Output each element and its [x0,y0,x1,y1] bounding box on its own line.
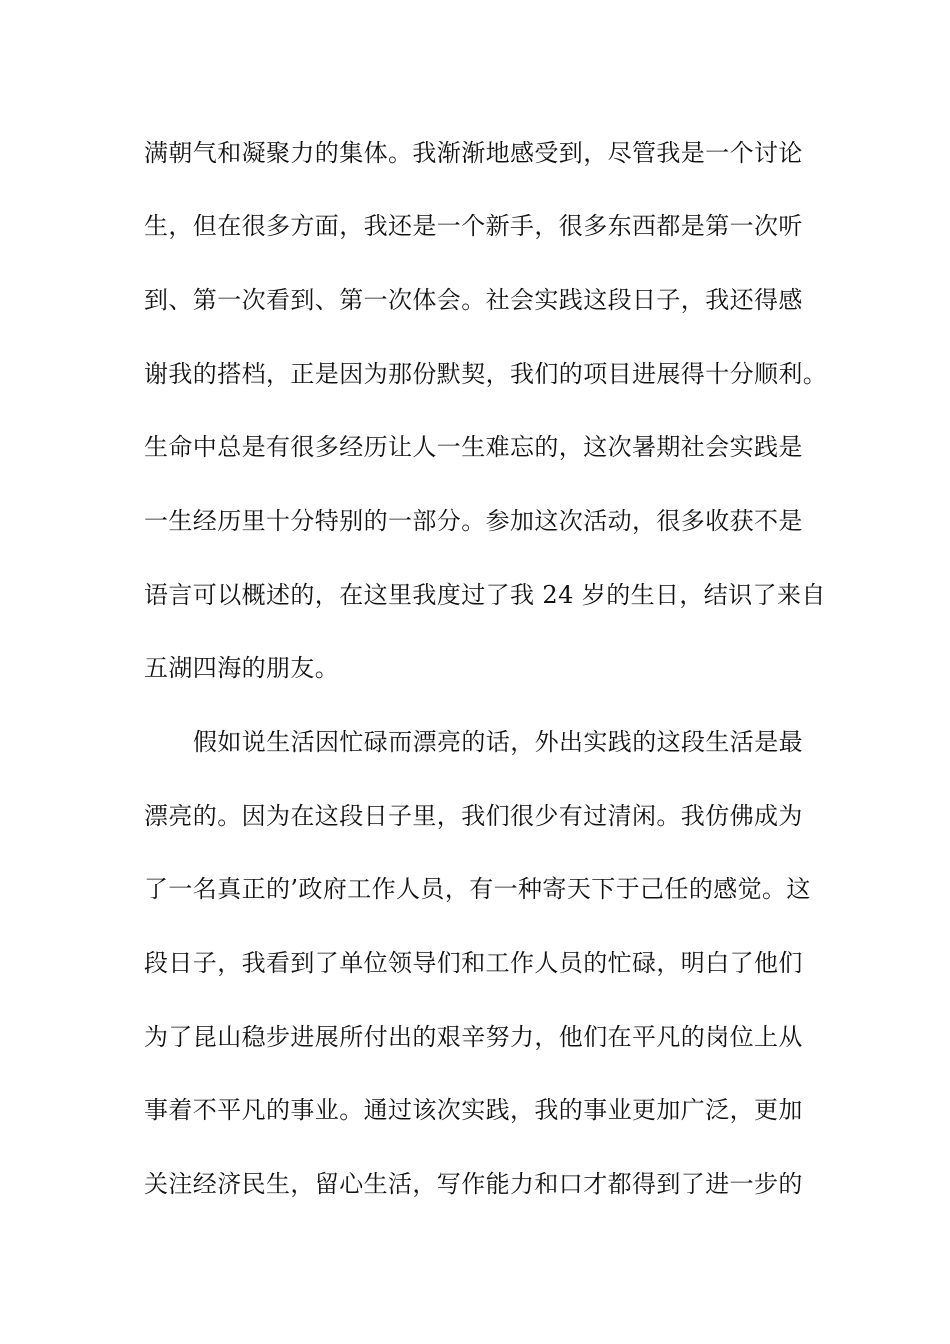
text-line: 了一名真正的’政府工作人员，有一种寄天下于己任的感觉。这 [144,875,811,903]
text-line: 五湖四海的朋友。 [144,654,340,682]
text-line: 关注经济民生，留心生活，写作能力和口才都得到了进一步的 [144,1170,803,1198]
text-line: 到、第一次看到、第一次体会。社会实践这段日子，我还得感 [144,286,803,314]
text-line: 满朝气和凝聚力的集体。我渐渐地感受到，尽管我是一个讨论 [144,139,803,167]
text-line: 为了昆山稳步进展所付出的艰辛努力，他们在平凡的岗位上从 [144,1023,803,1051]
text-line: 语言可以概述的，在这里我度过了我 24 岁的生日，结识了来自 [144,581,826,609]
text-line: 事着不平凡的事业。通过该次实践，我的事业更加广泛，更加 [144,1096,803,1124]
text-line: 生，但在很多方面，我还是一个新手，很多东西都是第一次听 [144,212,803,240]
text-line: 生命中总是有很多经历让人一生难忘的，这次暑期社会实践是 [144,433,803,461]
text-line: 谢我的搭档，正是因为那份默契，我们的项目进展得十分顺利。 [144,360,828,388]
text-line: 段日子，我看到了单位领导们和工作人员的忙碌，明白了他们 [144,949,803,977]
text-line: 一生经历里十分特别的一部分。参加这次活动，很多收获不是 [144,507,803,535]
text-line: 漂亮的。因为在这段日子里，我们很少有过清闲。我仿佛成为 [144,802,803,830]
text-line-indented: 假如说生活因忙碌而漂亮的话，外出实践的这段生活是最 [193,728,803,756]
